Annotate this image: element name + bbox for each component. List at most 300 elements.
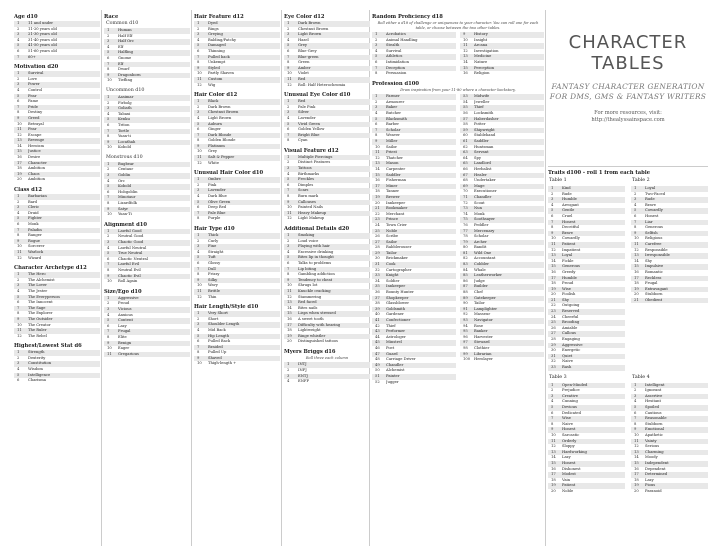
row-value: Dedicated [562, 410, 581, 415]
section-title: Class d12 [14, 187, 42, 194]
row-value: Character [28, 160, 47, 165]
row-value: Ambition [28, 166, 45, 171]
section-title: Age d10 [14, 14, 38, 20]
row-number: 43 [375, 329, 380, 334]
row-value: Fighter [28, 216, 42, 221]
row-value: Lisps when stressed [298, 311, 336, 316]
row-value: Dexterity [28, 355, 46, 360]
row-number: 6 [107, 55, 110, 60]
resources-link[interactable]: http://thealyssainspace.com [591, 117, 665, 123]
row-value: Smoking [298, 233, 315, 237]
row-value: Outgoing [562, 303, 580, 308]
row-value: Peddler [474, 222, 489, 227]
row-number: 11 [287, 288, 292, 293]
section-title: Unusual Hair Color d10 [194, 170, 264, 177]
row-number: 8 [287, 194, 290, 199]
row-value: Glassblower [386, 301, 409, 306]
row-number: 7 [107, 262, 110, 267]
row-value: Potter [474, 122, 486, 127]
section-note: Draw inspiration from your 11-80 where a character backstory. [400, 87, 516, 92]
row-value: Deep Red [208, 205, 227, 210]
row-number: 93 [463, 318, 468, 322]
table-row [548, 365, 625, 371]
row-number: 67 [463, 172, 468, 177]
row-number: 60 [463, 133, 468, 138]
row-number: 6 [634, 410, 637, 415]
row-number: 6 [17, 300, 20, 305]
row-value: Assertive [645, 393, 663, 398]
traits-table-4 [631, 374, 708, 495]
row-value: Ambition [28, 177, 45, 182]
row-number: 12 [17, 255, 22, 260]
section-note: Roll three each column [305, 355, 349, 360]
row-number: 2 [17, 199, 20, 204]
row-number: 2 [197, 316, 200, 321]
row-number: 6 [17, 99, 20, 104]
row-value: Gatekeeper [474, 295, 496, 300]
row-number: 98 [463, 345, 468, 350]
row-value: Mid Back [208, 327, 226, 332]
row-value: Half Orc [118, 39, 134, 44]
row-value: Purple [208, 216, 221, 221]
row-number: 2 [107, 167, 110, 172]
row-number: 19 [375, 194, 380, 199]
row-number: 2 [197, 238, 200, 243]
row-number: 7 [375, 65, 378, 70]
row-number: 29 [551, 342, 556, 347]
row-value: Balding/Patchy [208, 37, 237, 42]
row-number: 17 [634, 472, 639, 477]
traits-title: Traits d100 - roll 1 from each table [548, 170, 651, 176]
row-number: 11 [197, 76, 202, 81]
row-value: Neutral Good [118, 234, 144, 239]
row-number: 12 [197, 160, 202, 165]
table-row [460, 357, 544, 363]
split-table [372, 94, 544, 385]
row-number: 7 [197, 344, 200, 349]
row-number: 7 [17, 305, 20, 310]
row-value: Intelligence [28, 372, 51, 377]
row-number: 10 [287, 71, 292, 76]
row-number: 6 [375, 59, 378, 64]
table-row [460, 71, 544, 77]
row-number: 7 [107, 329, 110, 334]
row-value: Midwife [474, 94, 490, 99]
row-value: Platinum [208, 143, 225, 148]
row-value: 21-30 years old [28, 32, 57, 37]
row-value: Reckless [645, 275, 662, 280]
row-number: 26 [375, 234, 380, 239]
row-value: Revenge [28, 138, 45, 143]
row-value: Lawful Neutral [118, 245, 147, 250]
row-number: 78 [463, 234, 468, 239]
row-number: 38 [375, 301, 380, 306]
row-number: 5 [634, 208, 637, 213]
table-section [194, 92, 280, 166]
row-value: Elite [118, 334, 127, 339]
table-row [194, 83, 280, 89]
row-value: Astrologer [386, 334, 406, 339]
row-number: 17 [551, 275, 556, 280]
row-number: 23 [551, 309, 556, 314]
table-section [14, 64, 100, 183]
row-number: 6 [197, 48, 200, 53]
table-row [372, 380, 456, 386]
row-value: Vivid Green [298, 121, 321, 126]
row-value: Custom [208, 76, 223, 81]
row-value: Firbolg [118, 100, 132, 105]
row-number: 16 [463, 71, 468, 76]
row-value: Goldsmith [386, 306, 406, 311]
row-number: 5 [107, 117, 110, 122]
row-number: 76 [463, 222, 468, 227]
row-number: 20 [634, 488, 639, 493]
row-value: Kind [562, 186, 571, 190]
row-value: Hazel [298, 37, 309, 42]
row-value: Goblin [118, 173, 131, 178]
row-value: Heroism [28, 143, 44, 148]
row-number: 55 [463, 105, 468, 110]
row-value: Amber [298, 65, 311, 70]
row-value: Pink [208, 182, 217, 187]
row-number: 10 [107, 346, 112, 351]
row-value: Orc [118, 178, 125, 183]
row-value: Herbalist [474, 166, 492, 171]
row-value: Bounty Hunter [386, 290, 414, 295]
row-number: 3 [197, 322, 200, 327]
row-value: Dark Blue [208, 194, 227, 199]
row-number: 3 [634, 197, 637, 202]
row-value: Ignorant [645, 388, 662, 393]
row-number: 9 [197, 143, 200, 148]
row-number: 9 [17, 115, 20, 120]
row-value: Nature [474, 59, 488, 64]
row-number: 15 [287, 311, 292, 316]
row-number: 17 [287, 322, 292, 327]
section-title: Motivation d20 [14, 64, 59, 71]
row-value: The Innocent [28, 300, 53, 305]
table-section [104, 222, 190, 285]
row-number: 82 [463, 256, 468, 261]
row-number: 7 [197, 210, 200, 215]
row-number: 3 [197, 110, 200, 115]
row-number: 3 [634, 393, 637, 398]
table-list [14, 350, 100, 384]
row-number: 5 [287, 43, 290, 48]
row-number: 1 [197, 311, 200, 316]
row-number: 1 [551, 186, 554, 190]
row-value: Sailor [386, 239, 398, 244]
row-value: Monk [28, 222, 39, 226]
row-value: Silver [298, 110, 309, 115]
row-value: Engaging [562, 337, 580, 342]
row-value: Painter [386, 373, 400, 378]
row-number: 2 [287, 367, 290, 372]
row-value: Lightweight [298, 328, 321, 333]
row-number: 8 [375, 71, 378, 76]
row-number: 2 [17, 355, 20, 360]
row-number: 1 [17, 350, 20, 355]
row-value: Dishonest [562, 466, 581, 471]
row-value: Wisdom [28, 367, 43, 372]
row-value: Aasimar [118, 94, 134, 99]
row-number: 14 [634, 455, 639, 460]
row-value: Brickmaker [386, 256, 408, 261]
row-value: Butcher [386, 111, 401, 116]
row-number: 9 [287, 199, 290, 204]
row-value: Chandler [386, 362, 404, 367]
table-list [460, 94, 544, 385]
row-value: Dark Blonde [208, 132, 232, 137]
table-list [14, 194, 100, 261]
row-value: Merchant [386, 211, 405, 216]
table-row [14, 55, 100, 61]
main-title: CHARACTER TABLES [568, 32, 688, 74]
table-row [104, 212, 190, 218]
row-number: 3 [107, 106, 110, 111]
row-value: Masseur [474, 312, 491, 317]
row-number: 32 [551, 359, 556, 364]
row-number: 8 [17, 110, 20, 115]
row-value: Lawful Evil [118, 262, 140, 267]
row-number: 7 [375, 127, 378, 132]
row-number: 46 [375, 345, 380, 350]
row-value: History [474, 32, 488, 36]
row-number: 79 [463, 239, 468, 244]
row-value: 51-60 years old [28, 48, 57, 53]
row-value: True Neutral [118, 251, 143, 256]
row-value: Impulsive [645, 264, 664, 269]
row-value: Bites nails [298, 305, 318, 310]
row-value: Religion [474, 71, 490, 76]
row-number: 19 [17, 171, 22, 176]
row-value: White [208, 160, 220, 165]
row-number: 70 [463, 189, 468, 194]
row-number: 10 [551, 236, 556, 241]
row-number: 11 [107, 351, 112, 356]
row-number: 16 [287, 316, 292, 321]
row-value: Librarian [474, 351, 492, 356]
row-number: 20 [287, 339, 292, 344]
row-value: Cook [386, 262, 396, 267]
row-number: 6 [287, 48, 290, 53]
row-value: Elf [118, 61, 124, 66]
row-value: Baker [386, 105, 398, 110]
row-value: The Rebel [28, 333, 47, 338]
traits-table-label: Table 2 [632, 178, 650, 183]
section-title: Additional Details d20 [284, 226, 350, 232]
row-number: 3 [287, 110, 290, 115]
row-number: 15 [634, 264, 639, 269]
row-number: 36 [375, 290, 380, 295]
row-value: 41-50 years old [28, 43, 57, 48]
row-number: 8 [197, 216, 200, 221]
row-value: Red [298, 76, 306, 81]
row-number: 7 [107, 195, 110, 200]
row-value: Judge [474, 278, 485, 283]
row-value: Guard [386, 351, 398, 356]
row-number: 5 [287, 255, 290, 260]
row-value: Lawful Good [118, 228, 142, 233]
row-number: 19 [551, 286, 556, 291]
row-number: 6 [197, 260, 200, 265]
row-number: 4 [17, 210, 20, 215]
row-number: 9 [107, 139, 110, 144]
row-value: Stubborn [645, 292, 663, 297]
row-number: 34 [375, 278, 380, 283]
row-value: Locathah [118, 139, 136, 144]
row-value: Unkempt [208, 60, 226, 65]
row-value: 60+ [28, 54, 36, 59]
row-number: 11 [634, 438, 639, 443]
row-value: Cautious [645, 410, 662, 415]
row-number: 75 [463, 217, 468, 222]
row-number: 10 [197, 283, 202, 288]
row-value: Fine [208, 244, 217, 249]
row-number: 18 [287, 328, 292, 333]
row-value: Halfling [118, 50, 133, 55]
row-value: Shoulder Length [208, 322, 240, 327]
row-value: Medicine [474, 54, 492, 59]
row-value: Sorcerer [28, 244, 45, 249]
row-value: Rash [562, 365, 572, 369]
row-number: 4 [107, 178, 110, 183]
row-number: 24 [375, 222, 380, 227]
row-number: 10 [551, 432, 556, 437]
row-value: Thigh-length + [208, 361, 237, 366]
row-number: 1 [197, 21, 200, 25]
row-number: 12 [287, 294, 292, 299]
row-value: Miller [386, 139, 398, 143]
row-value: Dark Brown [298, 21, 321, 25]
row-number: 56 [463, 111, 468, 116]
row-number: 3 [551, 197, 554, 202]
row-number: 4 [17, 37, 20, 42]
row-number: 8 [197, 272, 200, 277]
section-title: Race [104, 14, 119, 20]
row-number: 7 [634, 416, 637, 421]
row-value: Silky [208, 277, 218, 282]
row-number: 23 [375, 217, 380, 222]
row-number: 8 [287, 138, 290, 143]
row-value: 11-20 years old [28, 26, 57, 31]
row-value: Scars [298, 188, 309, 193]
table-section [372, 14, 544, 77]
row-value: Shy [562, 297, 569, 302]
row-value: Honest [562, 219, 576, 224]
row-number: 9 [17, 238, 20, 243]
row-value: Pulled Back [208, 339, 231, 344]
row-value: Anxious [118, 312, 133, 317]
row-value: Lip biting [298, 266, 317, 271]
row-number: 19 [551, 483, 556, 488]
row-number: 21 [375, 206, 380, 211]
row-value: Chestnut Brown [298, 26, 329, 31]
row-value: Cowardly [645, 208, 663, 213]
row-number: 51 [375, 373, 380, 378]
row-value: Tuft [208, 255, 216, 260]
row-value: The Jester [28, 288, 48, 293]
row-number: 4 [287, 171, 290, 176]
row-number: 59 [463, 127, 468, 132]
row-value: Religious [645, 236, 663, 241]
row-number: 8 [287, 60, 290, 65]
row-number: 1 [107, 28, 110, 32]
row-number: 10 [197, 71, 202, 76]
row-value: Creative [562, 393, 578, 398]
row-value: Mercenary [474, 228, 495, 233]
row-value: Obedient [645, 297, 663, 302]
row-number: 1 [375, 32, 378, 36]
row-number: 9 [107, 72, 110, 77]
row-value: Tailor [474, 301, 485, 306]
row-number: 71 [463, 194, 468, 199]
table-row [194, 295, 280, 301]
row-number: 19 [634, 286, 639, 291]
row-number: 1 [287, 99, 290, 104]
row-number: 6 [197, 205, 200, 210]
section-title: Profession d100 [372, 80, 419, 87]
row-number: 90 [463, 301, 468, 306]
row-number: 1 [17, 272, 20, 277]
row-value: Gentle [562, 208, 575, 213]
row-number: 35 [375, 284, 380, 289]
row-value: Tabaxi [118, 111, 131, 116]
row-number: 50 [375, 368, 380, 373]
row-value: Honest [562, 427, 576, 432]
row-value: Excessive drinking [298, 249, 334, 254]
row-number: 10 [107, 212, 112, 217]
row-value: Cleric [28, 205, 40, 210]
row-value: Callous [562, 331, 576, 336]
row-number: 16 [17, 155, 22, 160]
row-number: 9 [375, 139, 378, 143]
row-number: 8 [107, 334, 110, 339]
row-value: The Explorer [28, 311, 53, 316]
row-number: 11 [375, 150, 380, 155]
row-number: 6 [287, 260, 290, 265]
row-value: Naive [562, 359, 573, 364]
row-value: Amiable [562, 325, 578, 330]
row-value: Landlord [474, 161, 491, 166]
row-number: 32 [375, 267, 380, 272]
row-value: Serious [645, 444, 660, 449]
section-title: Hair Feature d12 [194, 14, 244, 20]
row-value: Strength [28, 350, 45, 355]
row-number: 1 [287, 154, 290, 159]
row-number: 48 [375, 357, 380, 362]
row-number: 2 [17, 76, 20, 81]
row-value: Freckles [298, 177, 315, 182]
row-number: 11 [17, 328, 22, 333]
row-value: Shaved [208, 355, 222, 360]
row-number: 6 [107, 189, 110, 194]
row-value: Whale [474, 267, 486, 272]
row-number: 10 [107, 145, 112, 150]
row-value: Aggressive [562, 342, 583, 347]
row-value: Wild One [474, 250, 492, 255]
row-number: 15 [375, 172, 380, 177]
row-number: 9 [551, 427, 554, 432]
row-value: Dwarf [118, 67, 130, 72]
row-number: 6 [551, 213, 554, 218]
row-value: Mage [474, 183, 485, 188]
row-value: Rabblerouser [386, 245, 412, 250]
table-section [14, 343, 100, 384]
row-number: 84 [463, 267, 468, 272]
row-value: Thick [208, 233, 219, 237]
row-value: Acrobatics [386, 32, 406, 36]
